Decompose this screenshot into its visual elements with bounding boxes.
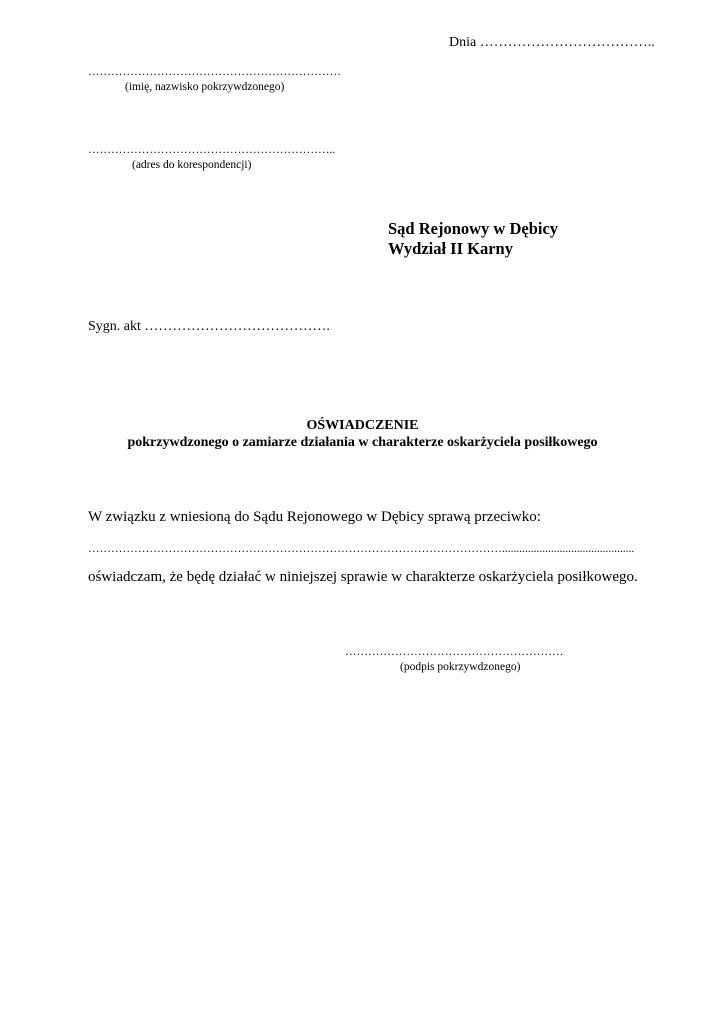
case-ref-field: …………………………………. [144, 319, 330, 334]
court-name: Sąd Rejonowy w Dębicy [388, 219, 559, 238]
case-reference [88, 319, 330, 335]
defendant-field: ……………………………………………………………………………………………….............................................. [88, 543, 635, 555]
date-field: ……………………………….. [479, 35, 655, 50]
injured-name-caption: (imię, nazwisko pokrzywdzonego) [125, 81, 285, 93]
document-subtitle: pokrzywdzonego o zamiarze działania w charakterze oskarżyciela posiłkowego [127, 435, 598, 450]
date-line [449, 35, 655, 51]
address-field: ……………………………………………………….. [88, 144, 336, 156]
signature-caption: (podpis pokrzywdzonego) [400, 661, 521, 673]
injured-name-field: ………………………………………………………… [88, 66, 341, 78]
case-ref-label: Sygn. akt [88, 319, 141, 334]
body-intro: W związku z wniesioną do Sądu Rejonowego w Dębicy sprawą przeciwko: [88, 509, 541, 525]
date-label: Dnia [449, 35, 477, 50]
body-declaration: oświadczam, że będę działać w niniejszej sprawie w charakterze oskarżyciela posiłkowego. [88, 569, 638, 585]
signature-field: ………………………………………………… [345, 646, 564, 658]
court-division: Wydział II Karny [388, 239, 513, 258]
address-caption: (adres do korespondencji) [132, 159, 252, 171]
court-block [388, 219, 558, 259]
document-title: OŚWIADCZENIE [306, 418, 419, 433]
